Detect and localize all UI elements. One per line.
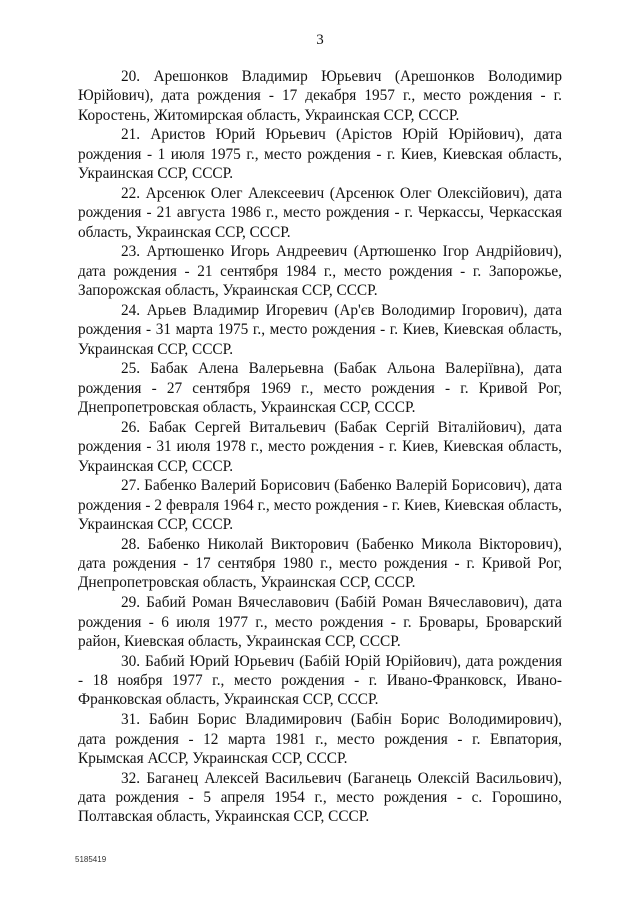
list-item: 30. Бабий Юрий Юрьевич (Бабій Юрій Юрійович), дата рождения - 18 ноября 1977 г., место рождения - г. Ивано-Франковск, Ивано-Франковская область, Украинская ССР, СССР. [78, 652, 562, 709]
list-item: 20. Арешонков Владимир Юрьевич (Арешонков Володимир Юрійович), дата рождения - 17 декабря 1957 г., место рождения - г. Коростень, Житомирская область, Украинская ССР, СССР. [78, 68, 562, 124]
page-number: 3 [316, 32, 324, 48]
list-item: 27. Бабенко Валерий Борисович (Бабенко Валерій Борисович), дата рождения - 2 февраля 1964 г., место рождения - г. Киев, Киевская область, Украинская ССР, СССР. [78, 477, 562, 533]
list-item: 32. Баганец Алексей Васильевич (Баганець Олексій Васильович), дата рождения - 5 апреля 1954 г., место рождения - с. Горошино, Полтавская область, Украинская ССР, СССР. [78, 769, 562, 826]
list-item: 31. Бабин Борис Владимирович (Бабін Борис Володимирович), дата рождения - 12 марта 1981 г., место рождения - г. Евпатория, Крымская АССР, Украинская ССР, СССР. [78, 711, 562, 767]
list-item: 22. Арсенюк Олег Алексеевич (Арсенюк Олег Олексійович), дата рождения - 21 августа 1986 г., место рождения - г. Черкассы, Черкасская область, Украинская ССР, СССР. [78, 184, 562, 241]
entry-list [78, 67, 562, 827]
list-item: 29. Бабий Роман Вячеславович (Бабій Роман Вячеславович), дата рождения - 6 июля 1977 г., место рождения - г. Бровары, Броварский район, Киевская область, Украинская ССР, СССР. [78, 594, 562, 650]
list-item: 26. Бабак Сергей Витальевич (Бабак Сергій Віталійович), дата рождения - 31 июля 1978 г., место рождения - г. Киев, Киевская область, Украинская ССР, СССР. [78, 418, 562, 475]
list-item: 28. Бабенко Николай Викторович (Бабенко Микола Вікторович), дата рождения - 17 сентября 1980 г., место рождения - г. Кривой Рог, Днепропетровская область, Украинская ССР, СССР. [78, 535, 562, 592]
list-item: 25. Бабак Алена Валерьевна (Бабак Альона Валеріївна), дата рождения - 27 сентября 1969 г., место рождения - г. Кривой Рог, Днепропетровская область, Украинская ССР, СССР. [78, 360, 562, 417]
list-item: 23. Артюшенко Игорь Андреевич (Артюшенко Ігор Андрійович), дата рождения - 21 сентября 1984 г., место рождения - г. Запорожье, Запорожская область, Украинская ССР, СССР. [78, 243, 562, 300]
document-code: 5185419 [75, 855, 107, 864]
list-item: 24. Арьев Владимир Игоревич (Ар'єв Володимир Ігорович), дата рождения - 31 марта 1975 г., место рождения - г. Киев, Киевская область, Украинская ССР, СССР. [78, 301, 562, 358]
list-item: 21. Аристов Юрий Юрьевич (Арістов Юрій Юрійович), дата рождения - 1 июля 1975 г., место рождения - г. Киев, Киевская область, Украинская ССР, СССР. [78, 126, 562, 183]
